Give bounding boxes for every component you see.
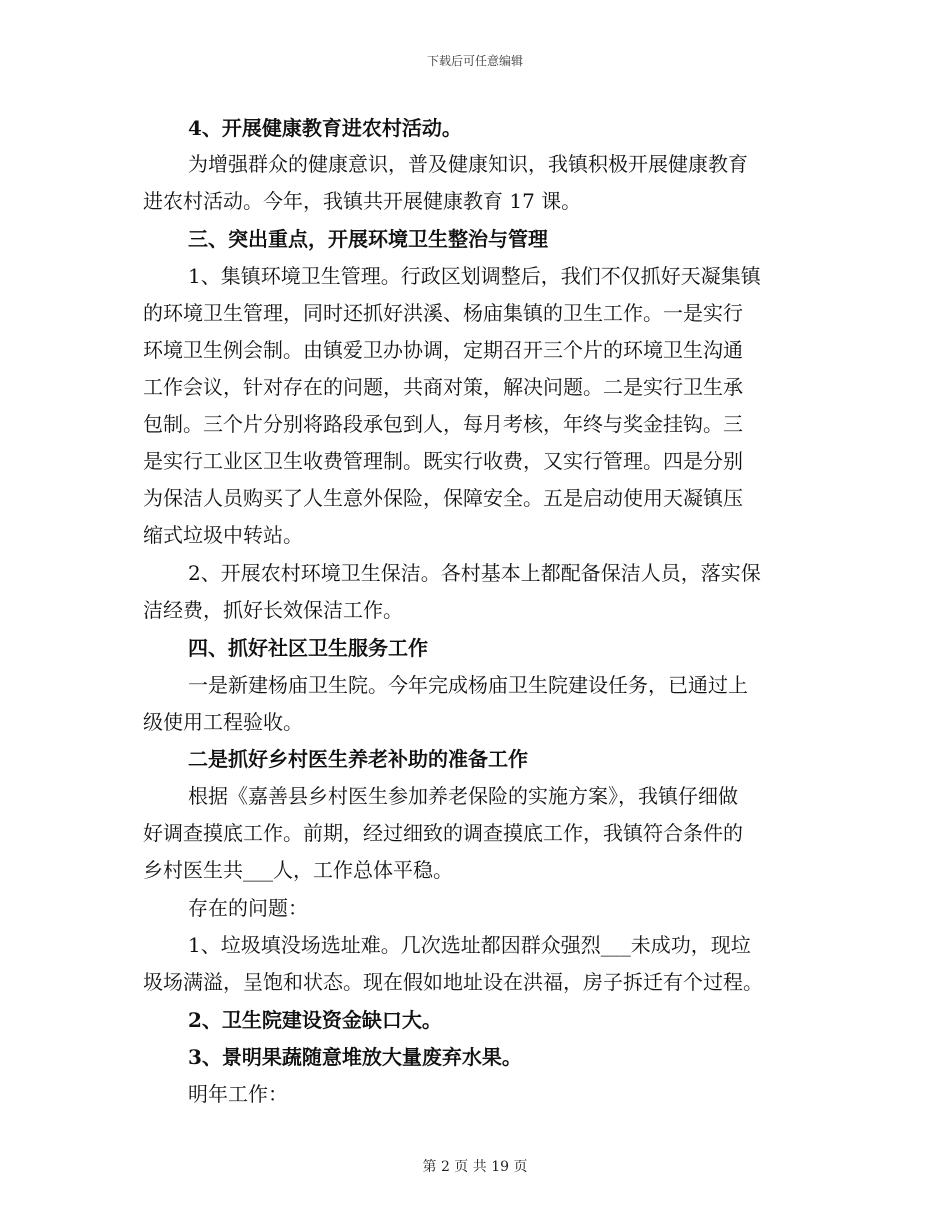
text-line: 一是新建杨庙卫生院。今年完成杨庙卫生院建设任务，已通过上	[188, 673, 748, 697]
text-line: 为保洁人员购买了人生意外保险，保障安全。五是启动使用天凝镇压	[143, 486, 743, 510]
text-line: 环境卫生例会制。由镇爱卫办协调，定期召开三个片的环境卫生沟通	[143, 338, 743, 362]
text-line: 根据《嘉善县乡村医生参加养老保险的实施方案》，我镇仔细做	[188, 784, 738, 808]
page-header: 下载后可任意编辑	[426, 54, 523, 68]
text-line: 好调查摸底工作。前期，经过细致的调查摸底工作，我镇符合条件的	[143, 821, 743, 845]
heading-funding-gap: 2、卫生院建设资金缺口大。	[188, 1008, 442, 1032]
text-line: 工作会议，针对存在的问题，共商对策，解决问题。二是实行卫生承	[143, 375, 743, 399]
text-line: 1、垃圾填没场选址难。几次选址都因群众强烈___未成功，现垃	[188, 933, 751, 957]
text-line: 1、集镇环境卫生管理。行政区划调整后，我们不仅抓好天凝集镇	[188, 264, 761, 288]
page-footer: 第 2 页 共 19 页	[422, 1159, 528, 1175]
text-line: 乡村医生共___人，工作总体平稳。	[143, 858, 453, 882]
text-line: 的环境卫生管理，同时还抓好洪溪、杨庙集镇的卫生工作。一是实行	[143, 301, 743, 325]
text-line: 是实行工业区卫生收费管理制。既实行收费，又实行管理。四是分别	[143, 449, 743, 473]
heading-fruit-waste: 3、景明果蔬随意堆放大量废弃水果。	[188, 1045, 522, 1069]
text-line: 包制。三个片分别将路段承包到人，每月考核，年终与奖金挂钩。三	[143, 412, 743, 436]
text-line: 圾场满溢，呈饱和状态。现在假如地址设在洪福，房子拆迁有个过程。	[143, 970, 763, 994]
text-line: 进农村活动。今年，我镇共开展健康教育 17 课。	[143, 189, 582, 213]
heading-section-4: 四、抓好社区卫生服务工作	[188, 636, 428, 660]
text-line: 存在的问题：	[188, 896, 308, 920]
heading-health-education: 4、开展健康教育进农村活动。	[188, 116, 462, 140]
heading-section-3: 三、突出重点，开展环境卫生整治与管理	[188, 227, 548, 251]
text-line: 缩式垃圾中转站。	[143, 523, 303, 547]
heading-doctor-pension: 二是抓好乡村医生养老补助的准备工作	[188, 747, 528, 771]
text-line: 2、开展农村环境卫生保洁。各村基本上都配备保洁人员，落实保	[188, 561, 761, 585]
text-line: 明年工作：	[188, 1082, 288, 1106]
text-line: 洁经费，抓好长效保洁工作。	[143, 598, 403, 622]
text-line: 级使用工程验收。	[143, 710, 303, 734]
text-line: 为增强群众的健康意识，普及健康知识，我镇积极开展健康教育	[188, 152, 748, 176]
